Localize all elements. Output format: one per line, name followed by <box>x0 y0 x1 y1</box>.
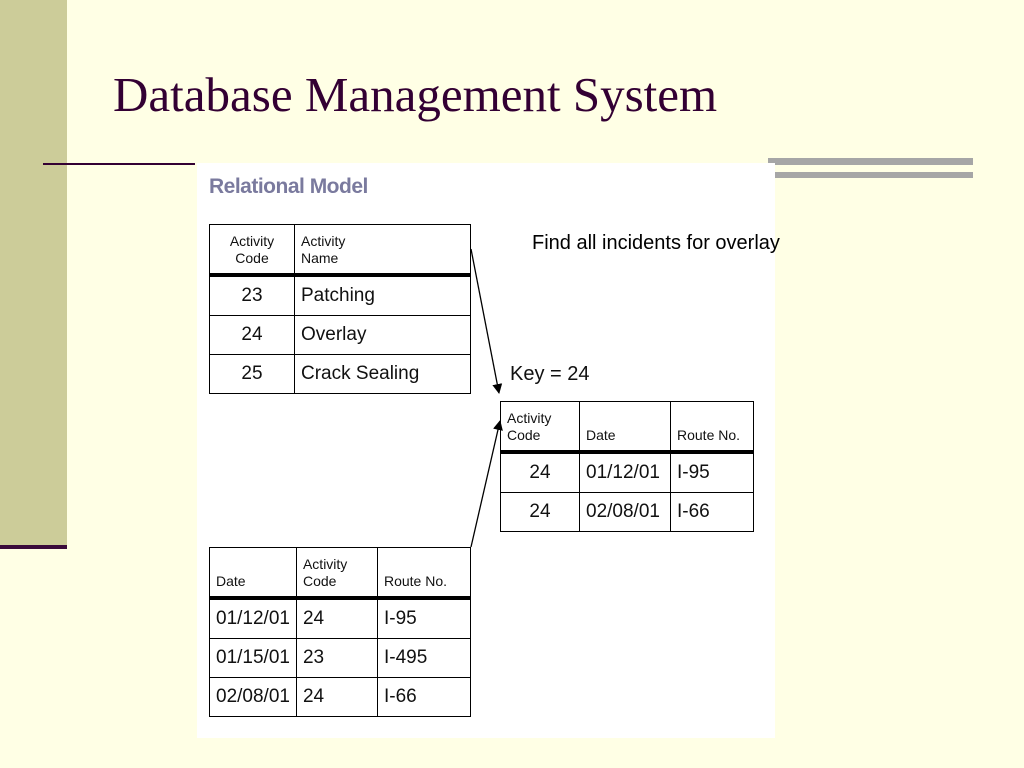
table-cell: 23 <box>296 638 377 677</box>
key-label: Key = 24 <box>510 363 590 385</box>
table-cell: Patching <box>295 275 471 316</box>
table-cell: 02/08/01 <box>580 492 671 531</box>
table-cell: 02/08/01 <box>210 677 297 716</box>
table-cell: 24 <box>296 598 377 639</box>
column-header: Activity Code <box>501 402 580 452</box>
column-header: Activity Name <box>295 225 471 275</box>
column-header: Date <box>580 402 671 452</box>
slide-title: Database Management System <box>113 67 718 122</box>
title-rule-right-top <box>768 158 973 165</box>
arrow-from-activity-table <box>471 249 499 393</box>
query-note: Find all incidents for overlay <box>532 232 780 254</box>
title-rule-right-bottom <box>768 172 973 178</box>
left-accent-bar <box>0 0 67 545</box>
title-rule-left <box>43 163 195 165</box>
table-cell: 24 <box>296 677 377 716</box>
figure-title: Relational Model <box>209 175 368 198</box>
column-header: Route No. <box>377 548 470 598</box>
table-cell: 01/12/01 <box>210 598 297 639</box>
table-cell: 01/12/01 <box>580 452 671 493</box>
table-cell: 25 <box>210 354 295 393</box>
table-cell: Overlay <box>295 315 471 354</box>
table-cell: I-95 <box>377 598 470 639</box>
column-header: Activity Code <box>296 548 377 598</box>
table-cell: I-495 <box>377 638 470 677</box>
table-cell: 23 <box>210 275 295 316</box>
table-cell: 24 <box>501 452 580 493</box>
table-cell: 01/15/01 <box>210 638 297 677</box>
left-accent-underline <box>0 545 67 549</box>
table-cell: I-95 <box>671 452 754 493</box>
arrow-from-incident-table <box>471 421 500 547</box>
column-header: Route No. <box>671 402 754 452</box>
table-cell: 24 <box>210 315 295 354</box>
table-cell: Crack Sealing <box>295 354 471 393</box>
table-cell: I-66 <box>671 492 754 531</box>
table-cell: I-66 <box>377 677 470 716</box>
column-header: Date <box>210 548 297 598</box>
table-cell: 24 <box>501 492 580 531</box>
column-header: Activity Code <box>210 225 295 275</box>
